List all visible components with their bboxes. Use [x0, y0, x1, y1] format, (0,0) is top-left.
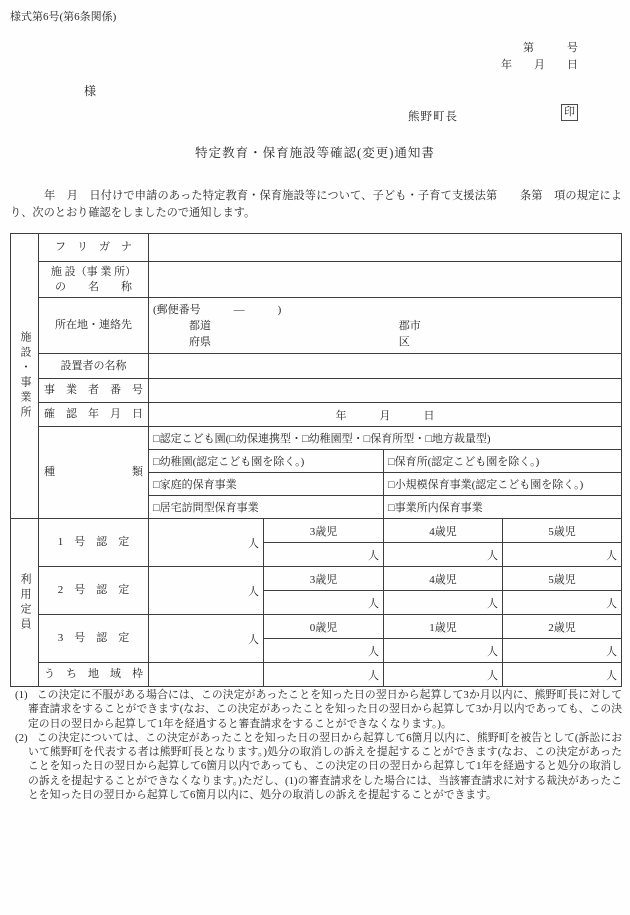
issuer-name: 熊野町長: [408, 111, 458, 123]
regional-quota-age-2-unit: 人: [384, 663, 503, 687]
regional-quota-label: う ち 地 域 枠: [39, 663, 149, 687]
type-label: 種 類: [39, 427, 149, 519]
capacity-row-3-age-2-unit: 人: [384, 639, 503, 663]
capacity-row-1-label: 1 号 認 定: [39, 519, 149, 567]
seal-mark: 印: [561, 104, 578, 121]
confirmation-date-value: 年 月 日: [149, 403, 622, 427]
installer-name-value-field: [149, 354, 622, 379]
type-option-kindergarten: □幼稚園(認定こども園を除く。): [149, 450, 384, 473]
group-label-capacity-text: 利用定員: [19, 572, 31, 633]
regional-quota-age-3-unit: 人: [503, 663, 622, 687]
capacity-row-1-age-3-header: 5歳児: [503, 519, 622, 543]
note-2: [15, 731, 622, 802]
regional-quota-empty-cell: [149, 663, 264, 687]
type-option-certified-center: □認定こども園(□幼保連携型・□幼稚園型・□保育所型・□地方裁量型): [149, 427, 622, 450]
type-option-nursery: □保育所(認定こども園を除く。): [384, 450, 622, 473]
group-label-facility: [11, 234, 39, 519]
form-style-number: 様式第6号(第6条関係): [10, 11, 117, 23]
capacity-row-1-age-2-unit: 人: [384, 543, 503, 567]
installer-name-label: 設置者の名称: [39, 354, 149, 379]
capacity-row-3-age-1-unit: 人: [264, 639, 384, 663]
facility-name-value-field: [149, 262, 622, 298]
confirmation-date-label: 確 認 年 月 日: [39, 403, 149, 427]
document-title: 特定教育・保育施設等確認(変更)通知書: [195, 146, 435, 160]
capacity-row-2-age-3-header: 5歳児: [503, 567, 622, 591]
note-1-number: (1): [15, 689, 28, 701]
capacity-row-1-age-2-header: 4歳児: [384, 519, 503, 543]
address-line-3: [153, 334, 617, 350]
address-value-field: [149, 298, 622, 354]
address-line-2: [153, 318, 617, 334]
ward-label: 区: [398, 335, 410, 348]
operator-number-label: 事 業 者 番 号: [39, 379, 149, 403]
notes-section: [15, 688, 622, 802]
operator-number-value-field: [149, 379, 622, 403]
capacity-row-3-age-1-header: 0歳児: [264, 615, 384, 639]
capacity-row-1-age-1-header: 3歳児: [264, 519, 384, 543]
address-label: 所在地・連絡先: [39, 298, 149, 354]
capacity-row-2-age-3-unit: 人: [503, 591, 622, 615]
regional-quota-age-1-unit: 人: [264, 663, 384, 687]
addressee-honorific: 様: [84, 84, 97, 98]
note-2-text: この決定については、この決定があったことを知った日の翌日から起算して6箇月以内に、熊野町を被告として(訴訟において熊野町を代表する者は熊野町長となります。)処分の取消しの訴えを提起することができます(なお、この決定があったことを知った日の翌日から起算して6箇月以内であっても、この決定の日の翌日から起算して1年を経過すると処分の取消しの訴えを提起することができなくなります。)ただし、(1)の審査請求をした場合には、当該審査請求に対する裁決があったことを知った日の翌日から起算して6箇月以内に、処分の取消しの訴えを提起することができます。: [28, 731, 622, 802]
document-date: 年 月 日: [501, 59, 578, 71]
capacity-row-2-total-unit: 人: [149, 567, 264, 615]
capacity-row-3-total-unit: 人: [149, 615, 264, 663]
facility-name-label-line2: の 名 称: [55, 280, 132, 293]
postal-code-line: (郵便番号 ― ): [153, 303, 282, 316]
type-option-home-visit-childcare: □居宅訪問型保育事業: [149, 496, 384, 519]
city-county-label: 郡市: [398, 319, 421, 332]
body-paragraph: 年 月 日付けで申請のあった特定教育・保育施設等について、子ども・子育て支援法第 条第 項の規定により、次のとおり確認をしましたので通知します。: [10, 190, 622, 219]
form-table: [10, 233, 622, 687]
note-1: [15, 688, 622, 731]
capacity-row-3-label: 3 号 認 定: [39, 615, 149, 663]
capacity-row-1-age-3-unit: 人: [503, 543, 622, 567]
group-label-capacity: [11, 519, 39, 687]
note-1-text: この決定に不服がある場合には、この決定があったことを知った日の翌日から起算して3か月以内に、熊野町長に対して審査請求をすることができます(なお、この決定があったことを知った日の翌日から起算して3か月以内であっても、この決定の日の翌日から起算して1年を経過すると審査請求をすることができなくなります。)。: [28, 689, 622, 730]
capacity-row-1-total-unit: 人: [149, 519, 264, 567]
capacity-row-2-age-1-header: 3歳児: [264, 567, 384, 591]
capacity-row-3-age-3-unit: 人: [503, 639, 622, 663]
type-option-small-scale-childcare: □小規模保育事業(認定こども園を除く。): [384, 473, 622, 496]
furigana-value-field: [149, 234, 622, 262]
type-option-workplace-childcare: □事業所内保育事業: [384, 496, 622, 519]
capacity-row-3-age-2-header: 1歳児: [384, 615, 503, 639]
note-2-number: (2): [15, 731, 28, 744]
capacity-row-3-age-3-header: 2歳児: [503, 615, 622, 639]
capacity-row-2-age-1-unit: 人: [264, 591, 384, 615]
capacity-row-1-age-1-unit: 人: [264, 543, 384, 567]
prefecture-label-top: 都道: [189, 319, 211, 332]
prefecture-label-bottom: 府県: [189, 335, 211, 348]
group-label-facility-text: 施設・事業所: [19, 331, 31, 421]
document-reference-number: 第 号: [523, 42, 578, 54]
facility-name-label-line1: 施 設（事 業 所）: [50, 265, 137, 278]
capacity-row-2-age-2-header: 4歳児: [384, 567, 503, 591]
facility-name-label: [39, 262, 149, 298]
furigana-label: フ リ ガ ナ: [39, 234, 149, 262]
type-option-home-childcare: □家庭的保育事業: [149, 473, 384, 496]
capacity-row-2-label: 2 号 認 定: [39, 567, 149, 615]
capacity-row-2-age-2-unit: 人: [384, 591, 503, 615]
